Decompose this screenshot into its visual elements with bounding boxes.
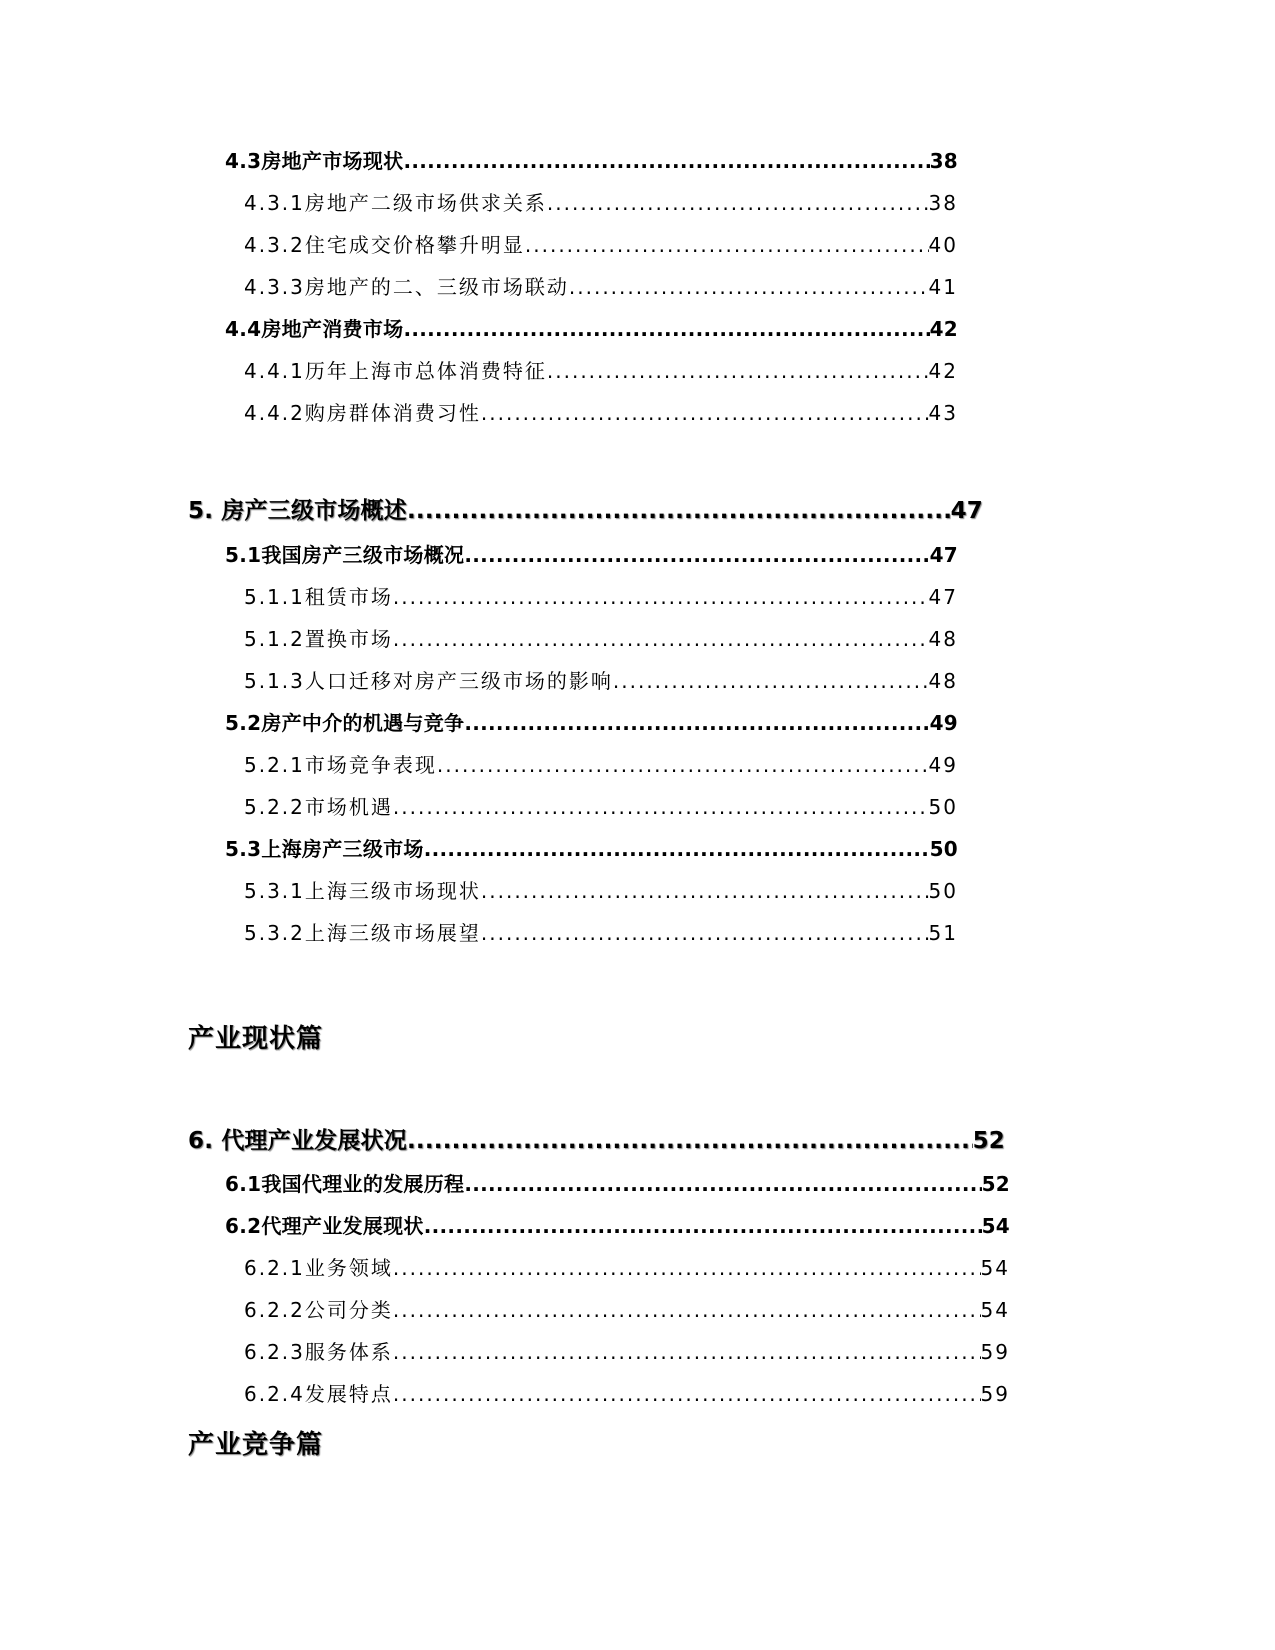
toc-leader-dots: [613, 669, 929, 693]
toc-entry-page: 41: [928, 275, 958, 299]
toc-entry-4-3-1[interactable]: [244, 187, 958, 216]
toc-entry-title: 6.2.3服务体系: [244, 1340, 393, 1364]
toc-entry-page: 43: [928, 401, 958, 425]
toc-leader-dots: [393, 627, 929, 651]
toc-leader-dots: [393, 1382, 981, 1406]
toc-leader-dots: [407, 1128, 973, 1154]
toc-entry-title: 4.4房地产消费市场: [225, 317, 404, 341]
toc-entry-page: 47: [929, 543, 958, 567]
toc-entry-title: 5. 房产三级市场概述: [188, 498, 407, 524]
toc-entry-5-1-1[interactable]: [244, 581, 958, 610]
toc-entry-title: 5.2.2市场机遇: [244, 795, 393, 819]
toc-entry-page: 50: [928, 795, 958, 819]
toc-entry-title: 5.3上海房产三级市场: [225, 837, 424, 861]
toc-entry-title: 6.2.1业务领域: [244, 1256, 393, 1280]
toc-entry-4-4[interactable]: [225, 313, 958, 342]
toc-entry-5-3-1[interactable]: [244, 875, 958, 904]
toc-entry-page: 49: [929, 711, 958, 735]
toc-entry-5-1-3[interactable]: [244, 665, 958, 694]
toc-entry-page: 42: [928, 359, 958, 383]
toc-leader-dots: [525, 233, 929, 257]
toc-entry-5-2[interactable]: [225, 707, 958, 736]
toc-entry-page: 47: [928, 585, 958, 609]
toc-entry-4-4-2[interactable]: [244, 397, 958, 426]
toc-entry-page: 48: [928, 669, 958, 693]
toc-entry-page: 42: [929, 317, 958, 341]
toc-entry-title: 6.1我国代理业的发展历程: [225, 1172, 465, 1196]
toc-leader-dots: [481, 401, 929, 425]
toc-entry-4-3[interactable]: [225, 145, 958, 174]
toc-leader-dots: [481, 921, 929, 945]
toc-leader-dots: [424, 1214, 982, 1238]
toc-entry-title: 4.3.3房地产的二、三级市场联动: [244, 275, 569, 299]
toc-entry-5-2-1[interactable]: [244, 749, 958, 778]
toc-entry-title: 4.4.1历年上海市总体消费特征: [244, 359, 547, 383]
toc-entry-5-1-2[interactable]: [244, 623, 958, 652]
toc-entry-6-2-3[interactable]: [244, 1336, 1010, 1365]
toc-entry-title: 5.2房产中介的机遇与竞争: [225, 711, 465, 735]
toc-leader-dots: [424, 837, 930, 861]
toc-entry-title: 6.2.2公司分类: [244, 1298, 393, 1322]
toc-entry-title: 4.3.2住宅成交价格攀升明显: [244, 233, 525, 257]
toc-entry-page: 54: [980, 1256, 1010, 1280]
toc-entry-title: 5.3.2上海三级市场展望: [244, 921, 481, 945]
toc-entry-page: 59: [980, 1382, 1010, 1406]
toc-entry-4-3-3[interactable]: [244, 271, 958, 300]
toc-entry-6-2-1[interactable]: [244, 1252, 1010, 1281]
toc-entry-page: 50: [928, 879, 958, 903]
toc-leader-dots: [403, 149, 929, 173]
toc-entry-5-1[interactable]: [225, 539, 958, 568]
toc-entry-title: 6.2代理产业发展现状: [225, 1214, 424, 1238]
toc-leader-dots: [464, 543, 929, 567]
toc-entry-title: 5.1.2置换市场: [244, 627, 393, 651]
toc-entry-6-2-2[interactable]: [244, 1294, 1010, 1323]
toc-leader-dots: [464, 1172, 981, 1196]
toc-entry-page: 59: [980, 1340, 1010, 1364]
toc-entry-page: 38: [929, 149, 958, 173]
toc-entry-6-1[interactable]: [225, 1168, 1010, 1197]
toc-entry-title: 5.3.1上海三级市场现状: [244, 879, 481, 903]
toc-entry-title: 5.1我国房产三级市场概况: [225, 543, 465, 567]
toc-chapter-6[interactable]: [188, 1122, 1005, 1155]
part-heading-industry-competition: 产业竞争篇: [188, 1430, 324, 1460]
toc-chapter-5[interactable]: [188, 492, 983, 525]
toc-entry-page: 54: [981, 1214, 1010, 1238]
toc-entry-title: 4.3.1房地产二级市场供求关系: [244, 191, 547, 215]
toc-entry-title: 6. 代理产业发展状况: [188, 1128, 407, 1154]
toc-leader-dots: [393, 795, 929, 819]
toc-entry-page: 38: [928, 191, 958, 215]
toc-leader-dots: [569, 275, 929, 299]
toc-entry-4-3-2[interactable]: [244, 229, 958, 258]
toc-leader-dots: [437, 753, 929, 777]
toc-leader-dots: [393, 585, 929, 609]
toc-entry-5-2-2[interactable]: [244, 791, 958, 820]
toc-entry-5-3[interactable]: [225, 833, 958, 862]
toc-entry-page: 47: [950, 498, 983, 524]
toc-leader-dots: [393, 1256, 981, 1280]
toc-entry-6-2[interactable]: [225, 1210, 1010, 1239]
toc-entry-5-3-2[interactable]: [244, 917, 958, 946]
part-heading-industry-status: 产业现状篇: [188, 1024, 324, 1054]
toc-entry-page: 48: [928, 627, 958, 651]
toc-entry-page: 52: [972, 1128, 1005, 1154]
toc-leader-dots: [407, 498, 951, 524]
toc-leader-dots: [464, 711, 929, 735]
toc-entry-title: 5.1.3人口迁移对房产三级市场的影响: [244, 669, 613, 693]
toc-leader-dots: [481, 879, 929, 903]
toc-leader-dots: [403, 317, 929, 341]
toc-leader-dots: [547, 191, 929, 215]
toc-entry-title: 5.1.1租赁市场: [244, 585, 393, 609]
toc-entry-6-2-4[interactable]: [244, 1378, 1010, 1407]
toc-entry-page: 49: [928, 753, 958, 777]
toc-entry-title: 6.2.4发展特点: [244, 1382, 393, 1406]
toc-entry-4-4-1[interactable]: [244, 355, 958, 384]
toc-entry-page: 51: [928, 921, 958, 945]
toc-entry-page: 54: [980, 1298, 1010, 1322]
toc-entry-page: 40: [928, 233, 958, 257]
toc-leader-dots: [547, 359, 929, 383]
toc-leader-dots: [393, 1340, 981, 1364]
toc-entry-page: 50: [929, 837, 958, 861]
toc-entry-title: 4.4.2购房群体消费习性: [244, 401, 481, 425]
toc-entry-title: 4.3房地产市场现状: [225, 149, 404, 173]
toc-entry-page: 52: [981, 1172, 1010, 1196]
toc-entry-title: 5.2.1市场竞争表现: [244, 753, 437, 777]
toc-leader-dots: [393, 1298, 981, 1322]
